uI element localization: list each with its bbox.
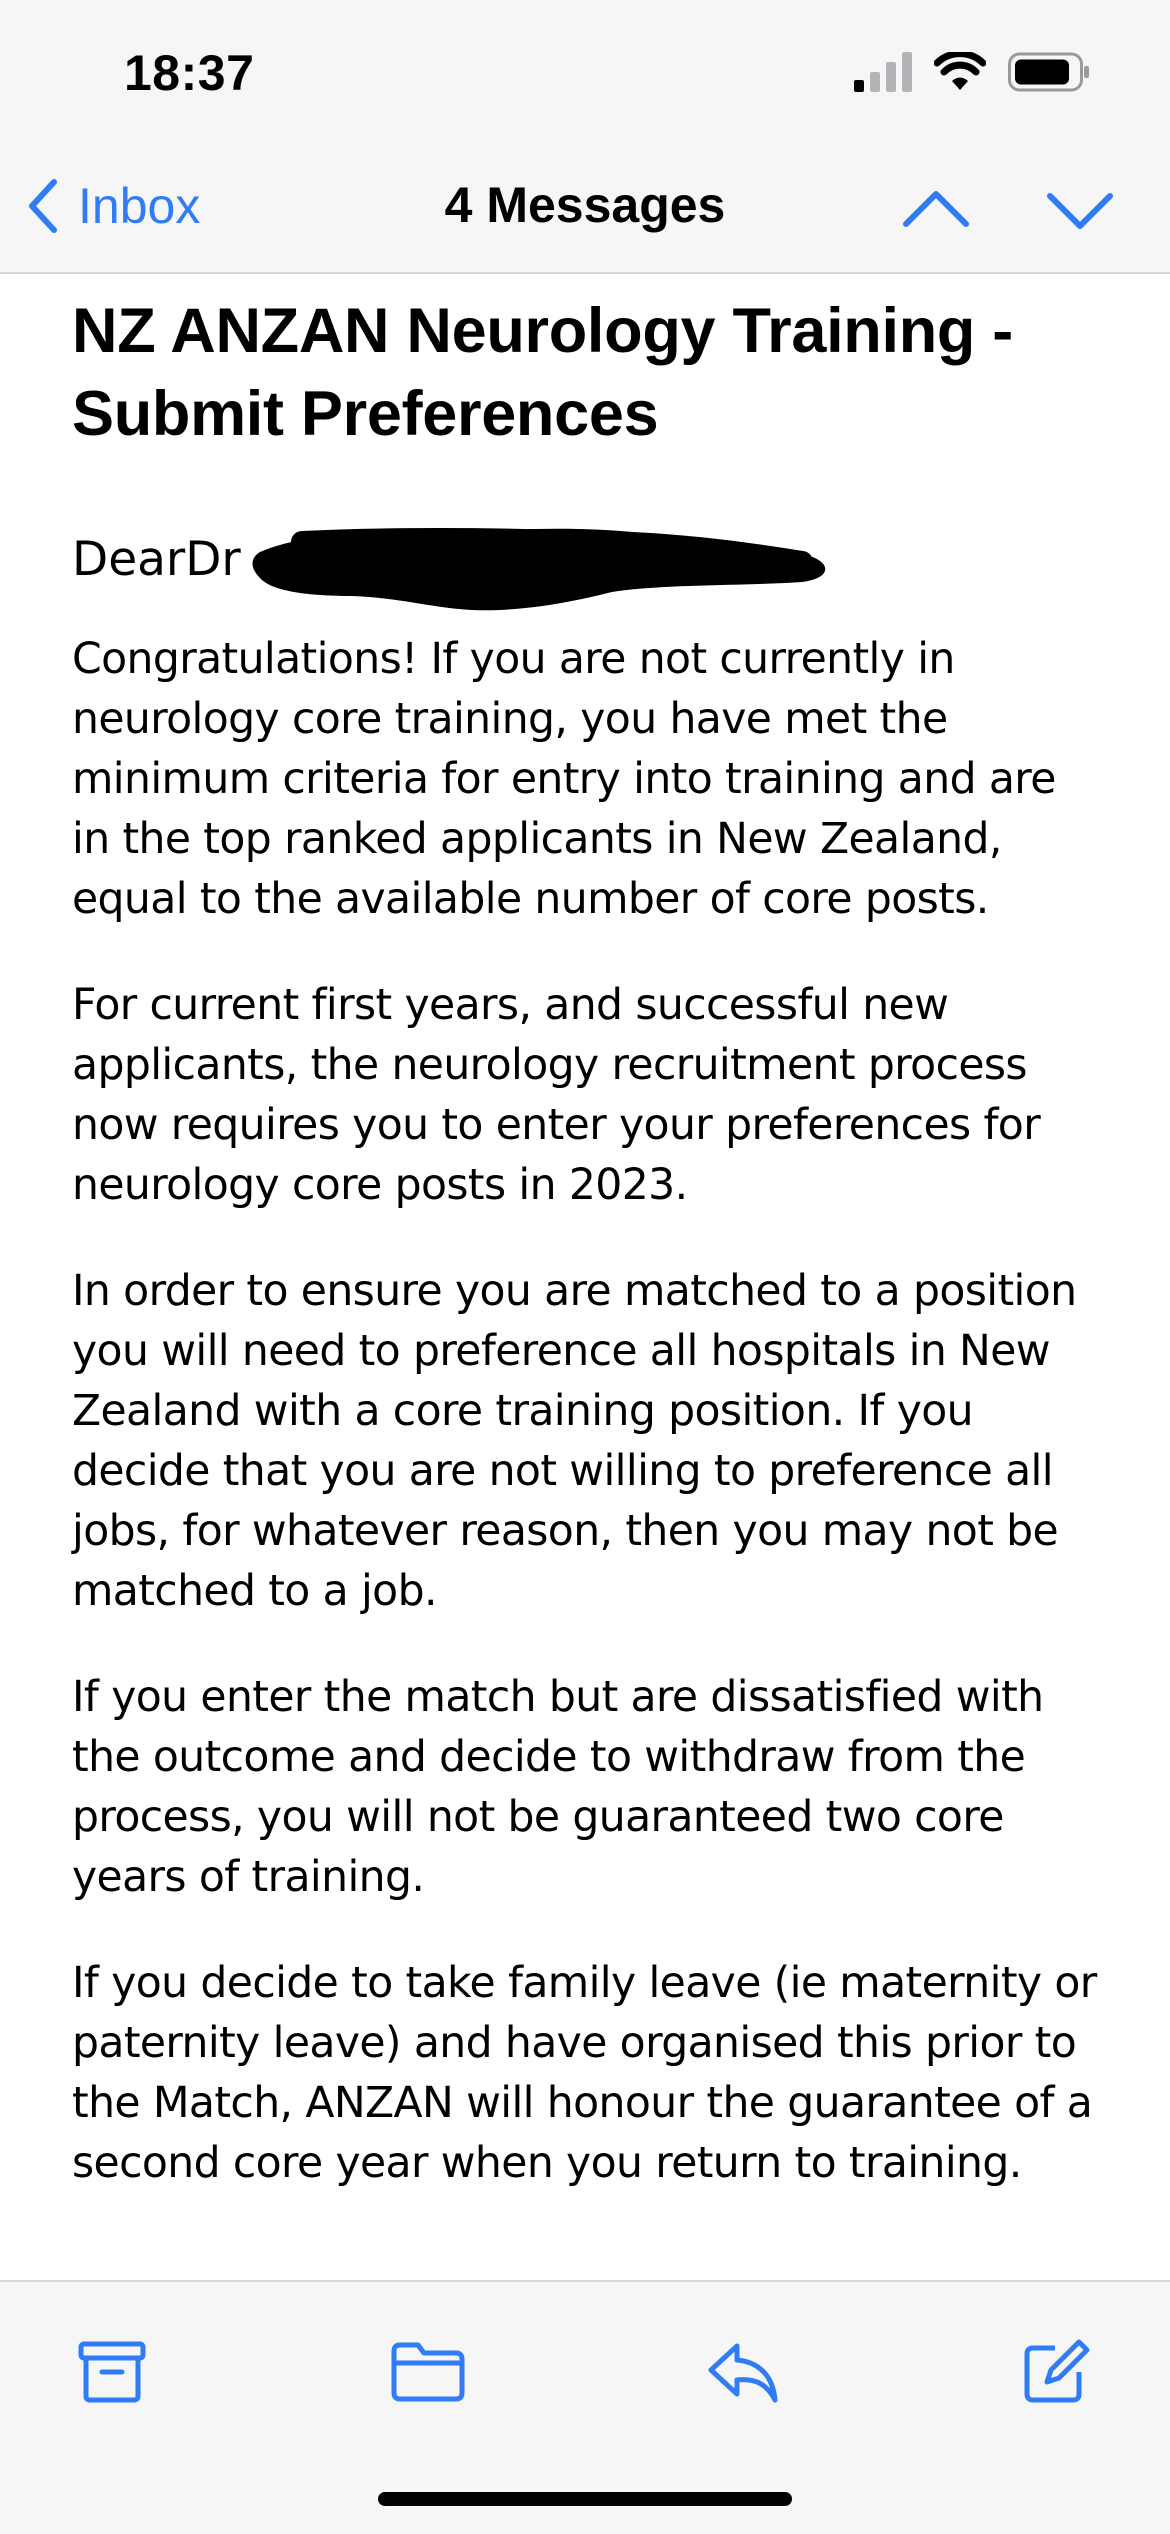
cellular-signal-icon	[854, 52, 912, 92]
navigation-bar	[0, 150, 1170, 274]
next-message-button[interactable]	[1046, 180, 1114, 245]
reply-button[interactable]	[702, 2332, 782, 2412]
reply-icon	[705, 2340, 779, 2404]
email-paragraph: If you decide to take family leave (ie maternity or paternity leave) and have organised this prior to the Match, ANZAN will honour the guarantee of a second core year when you return to training.	[72, 1959, 1097, 2188]
compose-icon	[1021, 2338, 1091, 2406]
compose-button[interactable]	[1016, 2332, 1096, 2412]
battery-icon	[1008, 52, 1090, 92]
archive-button[interactable]	[72, 2332, 152, 2412]
email-paragraph: In order to ensure you are matched to a position you will need to preference all hospitals in New Zealand with a core training position. If you decide that you are not willing to preference all jobs, for whatever reason, then you may not be matched to a job.	[72, 1267, 1077, 1616]
status-icons	[854, 52, 1090, 92]
chevron-up-icon	[902, 180, 970, 240]
email-content	[72, 290, 1102, 2194]
previous-message-button[interactable]	[902, 180, 970, 245]
back-to-inbox-button[interactable]	[26, 176, 200, 236]
email-subject: NZ ANZAN Neurology Training - Submit Preferences	[72, 296, 1013, 449]
folder-icon	[390, 2341, 466, 2403]
status-time: 18:37	[124, 45, 255, 101]
email-paragraph: For current first years, and successful new applicants, the neurology recruitment process now requires you to enter your preferences for neurology core posts in 2023.	[72, 981, 1041, 1210]
email-greeting	[72, 530, 1102, 590]
move-to-folder-button[interactable]	[388, 2332, 468, 2412]
wifi-icon	[934, 52, 986, 92]
home-indicator[interactable]	[378, 2492, 792, 2506]
back-button-label: Inbox	[78, 178, 201, 234]
email-paragraph: If you enter the match but are dissatisfied with the outcome and decide to withdraw from the process, you will not be guaranteed two core years of training.	[72, 1673, 1044, 1902]
status-bar	[0, 0, 1170, 150]
redaction-scribble	[242, 512, 842, 620]
archive-icon	[77, 2340, 147, 2404]
greeting-text: DearDr	[72, 532, 241, 587]
chevron-left-icon	[26, 176, 60, 236]
chevron-down-icon	[1046, 180, 1114, 240]
email-paragraph: Congratulations! If you are not currently in neurology core training, you have met the minimum criteria for entry into training and are in the top ranked applicants in New Zealand, equal to the available number of core posts.	[72, 635, 1056, 924]
message-count-title: 4 Messages	[444, 177, 726, 233]
